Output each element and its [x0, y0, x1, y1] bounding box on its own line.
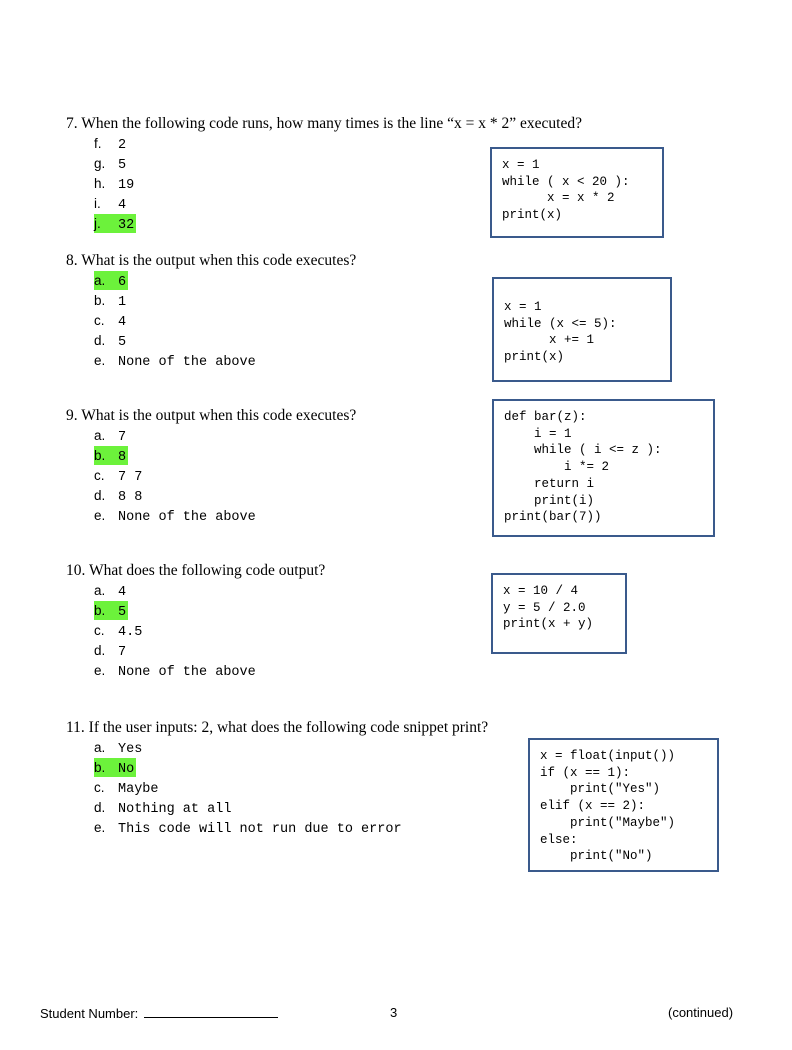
q7-code: x = 1 while ( x < 20 ): x = x * 2 print(x)	[502, 158, 630, 223]
option-text: None of the above	[118, 665, 256, 680]
q8-option-b	[94, 291, 128, 310]
q10-option-a	[94, 581, 128, 600]
option-text: 7	[118, 645, 127, 660]
q9-option-e	[94, 506, 258, 525]
q8-option-e	[94, 351, 258, 370]
option-text: 6	[118, 275, 127, 290]
q7-option-h	[94, 174, 136, 193]
student-number-label: Student Number:	[40, 1006, 139, 1021]
option-letter: c.	[94, 623, 105, 638]
continued-label: (continued)	[668, 1005, 734, 1020]
q9-option-d	[94, 486, 144, 505]
option-text: 7	[118, 430, 127, 445]
option-text: 32	[118, 218, 135, 233]
option-letter: e.	[94, 663, 106, 678]
option-text: 8	[118, 450, 127, 465]
option-text: No	[118, 762, 135, 777]
q9-option-c	[94, 466, 144, 485]
option-letter: g.	[94, 156, 106, 171]
q10-option-c	[94, 621, 144, 640]
student-number-field	[40, 1005, 278, 1021]
q10-code-box	[491, 573, 627, 654]
q11-option-e	[94, 818, 404, 837]
q8-option-d	[94, 331, 128, 350]
option-letter: e.	[94, 508, 106, 523]
option-letter: a.	[94, 273, 106, 288]
option-text: 2	[118, 138, 127, 153]
student-number-blank[interactable]	[144, 1005, 278, 1018]
q11-code: x = float(input()) if (x == 1): print("Yes") elif (x == 2): print("Maybe") else: print("No")	[540, 749, 676, 864]
option-letter: c.	[94, 313, 105, 328]
q7-option-i	[94, 194, 128, 213]
option-letter: e.	[94, 820, 106, 835]
option-text: 4	[118, 585, 127, 600]
option-text: 5	[118, 158, 127, 173]
question-8-text: 8. What is the output when this code executes?	[66, 252, 357, 269]
q10-option-b-correct	[94, 601, 128, 620]
option-letter: a.	[94, 428, 106, 443]
option-text: 4	[118, 198, 127, 213]
option-text: 4.5	[118, 625, 143, 640]
option-letter: a.	[94, 583, 106, 598]
option-letter: b.	[94, 293, 106, 308]
option-letter: b.	[94, 448, 106, 463]
q8-code: x = 1 while (x <= 5): x += 1 print(x)	[504, 300, 617, 365]
question-11-text: 11. If the user inputs: 2, what does the following code snippet print?	[66, 719, 489, 736]
option-letter: d.	[94, 333, 106, 348]
option-letter: a.	[94, 740, 106, 755]
q7-option-g	[94, 154, 128, 173]
option-letter: d.	[94, 643, 106, 658]
q11-option-c	[94, 778, 161, 797]
option-letter: c.	[94, 780, 105, 795]
option-text: 1	[118, 295, 127, 310]
option-letter: f.	[94, 136, 102, 151]
option-letter: b.	[94, 760, 106, 775]
q9-code-box	[492, 399, 715, 537]
option-text: 5	[118, 335, 127, 350]
q11-option-b-correct	[94, 758, 136, 777]
option-text: None of the above	[118, 355, 256, 370]
q7-option-f	[94, 134, 128, 153]
question-7-text: 7. When the following code runs, how many times is the line “x = x * 2” executed?	[66, 115, 582, 132]
option-text: This code will not run due to error	[118, 822, 402, 837]
option-text: 4	[118, 315, 127, 330]
option-letter: d.	[94, 488, 106, 503]
option-text: 8 8	[118, 490, 143, 505]
option-letter: j.	[94, 216, 101, 231]
q8-code-box	[492, 277, 672, 382]
option-text: Nothing at all	[118, 802, 232, 817]
option-letter: c.	[94, 468, 105, 483]
option-letter: e.	[94, 353, 106, 368]
q8-option-a-correct	[94, 271, 128, 290]
option-letter: b.	[94, 603, 106, 618]
option-text: Yes	[118, 742, 143, 757]
q11-option-d	[94, 798, 233, 817]
option-text: 7 7	[118, 470, 143, 485]
option-letter: h.	[94, 176, 106, 191]
question-9-text: 9. What is the output when this code executes?	[66, 407, 357, 424]
question-10-text: 10. What does the following code output?	[66, 562, 326, 579]
option-text: 19	[118, 178, 135, 193]
option-text: 5	[118, 605, 127, 620]
q10-option-d	[94, 641, 128, 660]
q11-option-a	[94, 738, 144, 757]
q9-code: def bar(z): i = 1 while ( i <= z ): i *= 2 return i print(i) print(bar(7))	[504, 410, 662, 525]
q9-option-a	[94, 426, 128, 445]
q9-option-b-correct	[94, 446, 128, 465]
q7-code-box	[490, 147, 664, 238]
option-text: None of the above	[118, 510, 256, 525]
page-number: 3	[390, 1005, 398, 1020]
q8-option-c	[94, 311, 128, 330]
option-letter: i.	[94, 196, 101, 211]
q10-code: x = 10 / 4 y = 5 / 2.0 print(x + y)	[503, 584, 594, 632]
q7-option-j-correct	[94, 214, 136, 233]
q11-code-box	[528, 738, 719, 872]
option-letter: d.	[94, 800, 106, 815]
option-text: Maybe	[118, 782, 159, 797]
q10-option-e	[94, 661, 258, 680]
